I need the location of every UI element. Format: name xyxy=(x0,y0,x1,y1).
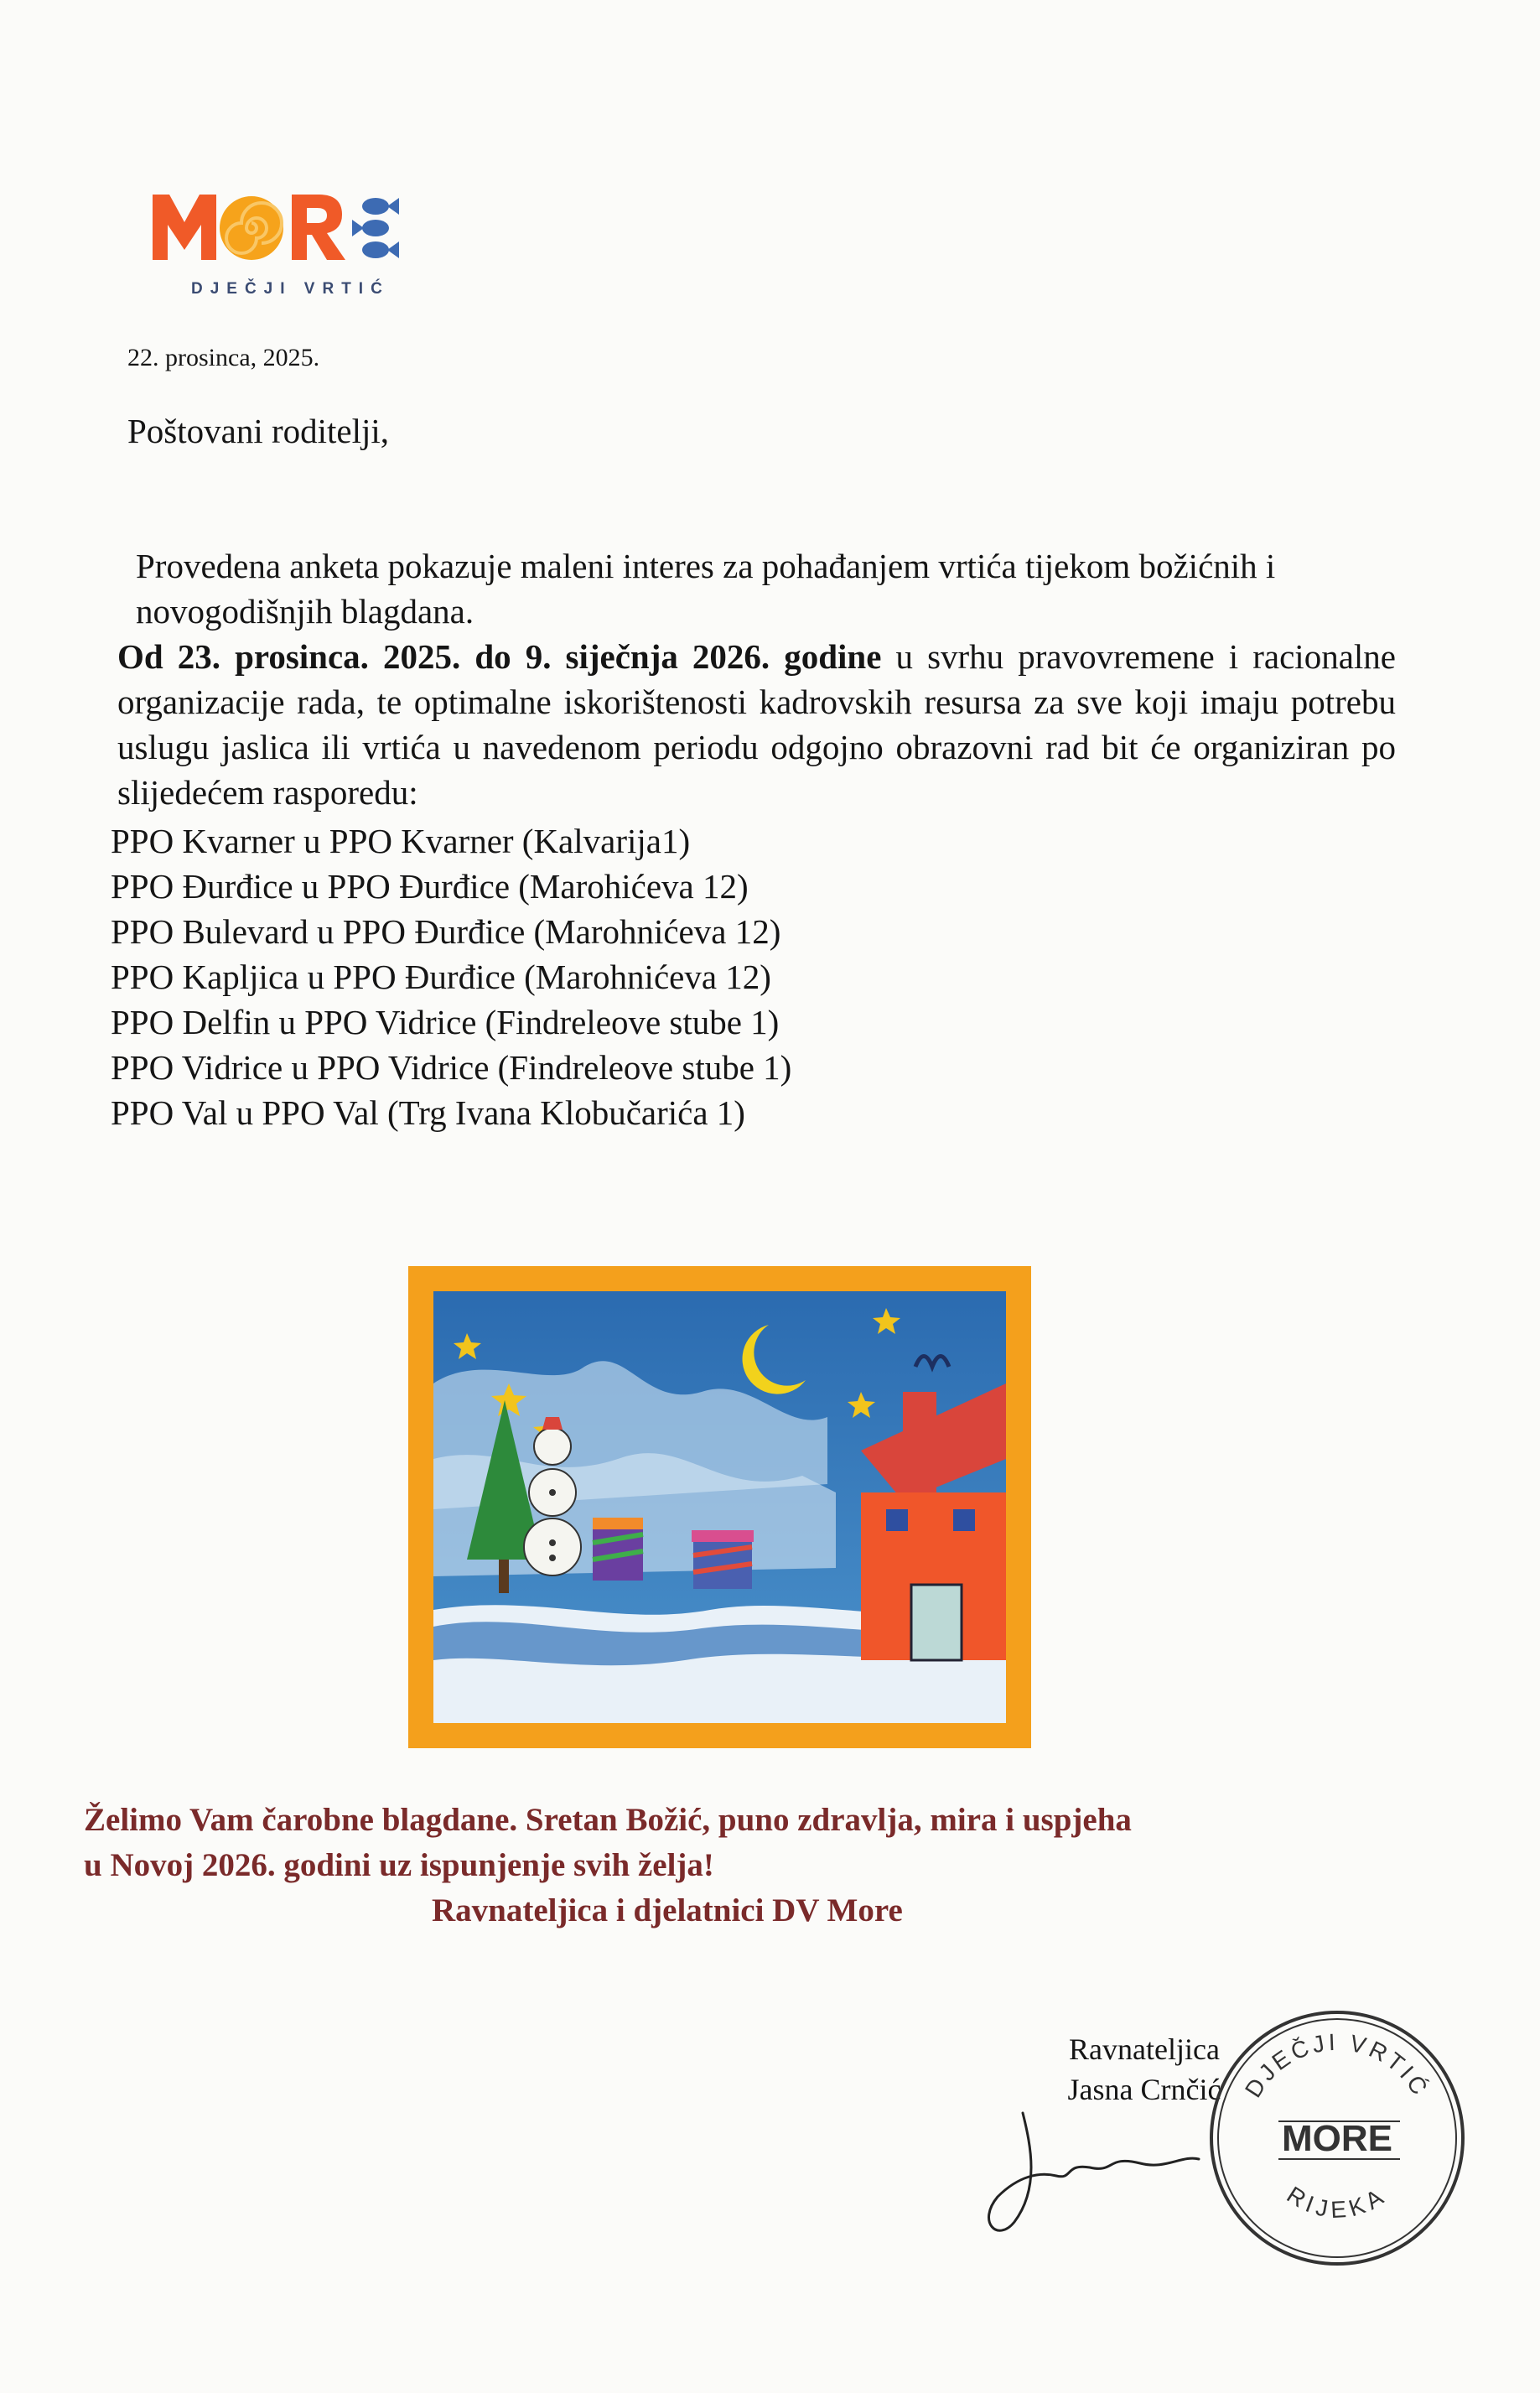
schedule-item: PPO Bulevard u PPO Đurđice (Marohnićeva 12) xyxy=(111,912,781,951)
stamp-center-text: MORE xyxy=(1282,2118,1392,2159)
salutation: Poštovani roditelji, xyxy=(127,412,390,450)
holiday-greeting xyxy=(84,1798,1392,1934)
greeting-line-2: u Novoj 2026. godini uz ispunjenje svih želja! xyxy=(84,1847,714,1883)
period-dates: Od 23. prosinca. 2025. do 9. siječnja 2026. godine xyxy=(117,637,882,676)
schedule-item: PPO Đurđice u PPO Đurđice (Marohićeva 12) xyxy=(111,867,749,906)
logo-mark xyxy=(151,176,436,277)
period-text: u svrhu pravovremene i racionalne organizacije rada, te optimalne iskorištenosti kadrovskih resursa za sve koji imaju potrebu uslugu jaslica ili vrtića u navedenom periodu odgojno obrazovni rad bit će organiziran po slijedećem rasporedu: xyxy=(117,637,1396,812)
intro-paragraph: Provedena anketa pokazuje maleni interes za pohađanjem vrtića tijekom božićnih i novogodišnjih blagdana. xyxy=(136,547,1276,631)
kindergarten-logo xyxy=(151,176,436,310)
schedule-item: PPO Val u PPO Val (Trg Ivana Klobučarića 1) xyxy=(111,1093,745,1132)
schedule-list xyxy=(111,818,791,1135)
letter-body xyxy=(117,543,1396,815)
greeting-line-1: Želimo Vam čarobne blagdane. Sretan Božić, puno zdravlja, mira i uspjeha xyxy=(84,1802,1132,1838)
schedule-item: PPO Vidrice u PPO Vidrice (Findreleove stube 1) xyxy=(111,1048,792,1087)
period-paragraph xyxy=(117,634,1396,815)
logo-subtitle: DJEČJI VRTIĆ xyxy=(191,280,390,298)
christmas-drawing xyxy=(408,1266,1031,1748)
signer-role: Ravnateljica xyxy=(1069,2032,1220,2066)
signer-name: Jasna Crnčić xyxy=(1067,2073,1221,2106)
svg-text:RIJEKA xyxy=(1283,2182,1392,2224)
letter-date: 22. prosinca, 2025. xyxy=(127,344,320,371)
greeting-signature-line: Ravnateljica i djelatnici DV More xyxy=(432,1892,903,1928)
schedule-item: PPO Kapljica u PPO Đurđice (Marohnićeva 12) xyxy=(111,958,771,996)
stamp-bottom-text: RIJEKA xyxy=(1282,2181,1392,2224)
stamp-top-text: DJEČJI VRTIĆ xyxy=(1239,2028,1435,2102)
winter-scene-image xyxy=(433,1291,1006,1723)
handwritten-signature xyxy=(972,2096,1224,2247)
schedule-item: PPO Kvarner u PPO Kvarner (Kalvarija1) xyxy=(111,822,691,860)
official-stamp xyxy=(1203,2004,1471,2272)
schedule-item: PPO Delfin u PPO Vidrice (Findreleove stube 1) xyxy=(111,1003,780,1041)
